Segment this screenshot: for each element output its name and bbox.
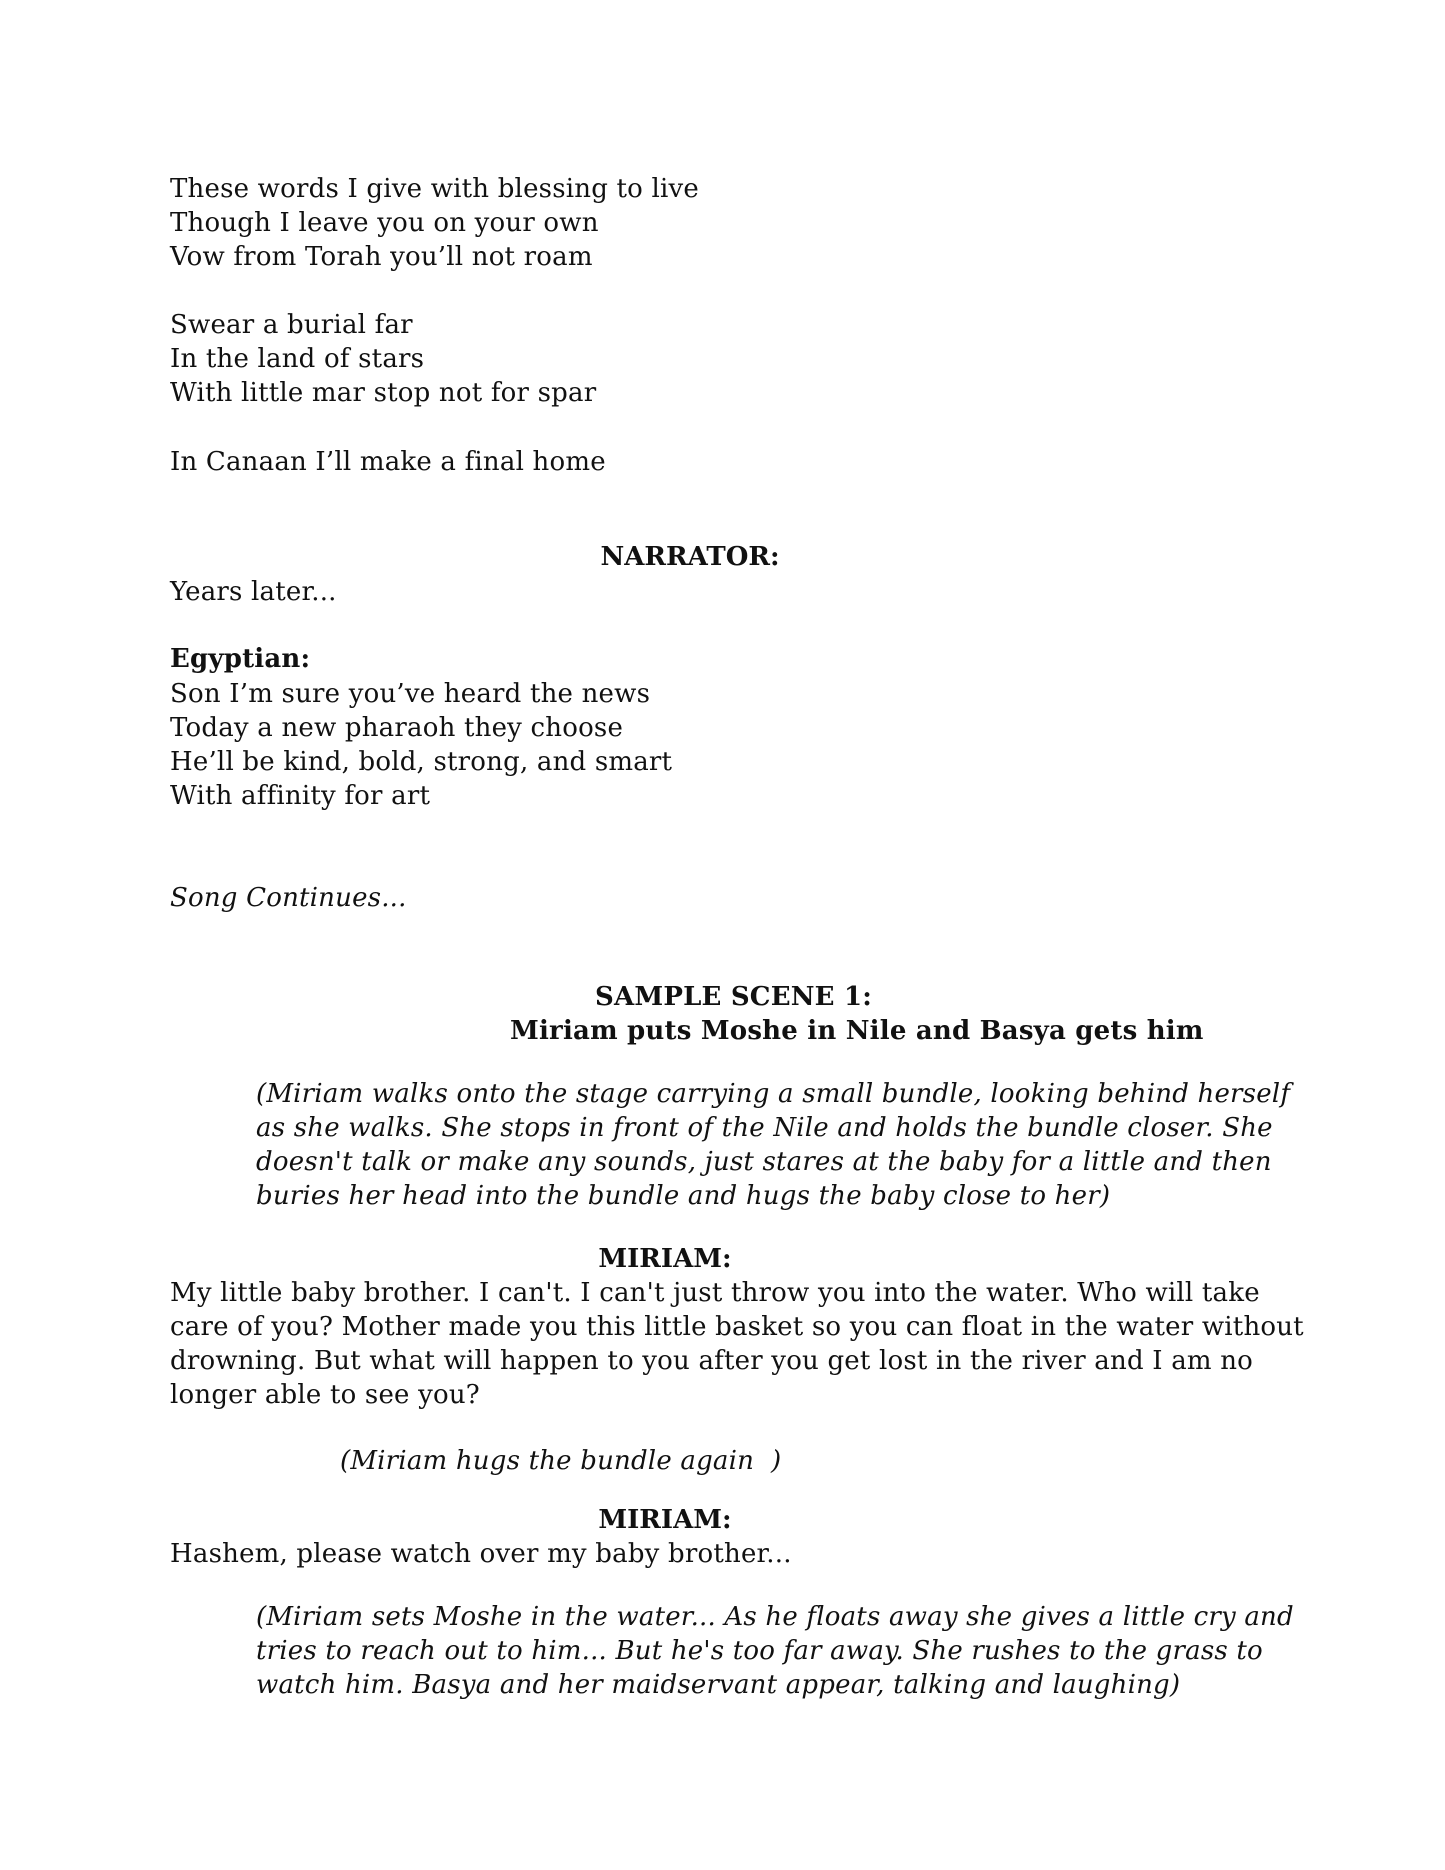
lyric-line: Vow from Torah you’ll not roam [170, 242, 593, 272]
lyric-line: In the land of stars [170, 344, 425, 374]
stage-direction-line: (Miriam sets Moshe in the water... As he floats away she gives a little cry and [256, 1602, 1294, 1632]
dialogue-line: My little baby brother. I can't. I can't just throw you into the water. Who will take [170, 1278, 1260, 1308]
narrator-label: NARRATOR: [600, 542, 780, 572]
stage-direction-line: doesn't talk or make any sounds, just stares at the baby for a little and then [256, 1147, 1272, 1177]
lyric-line: Swear a burial far [170, 310, 413, 340]
egyptian-label: Egyptian: [170, 644, 311, 674]
dialogue-line: Hashem, please watch over my baby brother... [170, 1539, 792, 1569]
lyric-line: In Canaan I’ll make a final home [170, 447, 606, 477]
stage-direction-line: watch him. Basya and her maidservant appear, talking and laughing) [256, 1670, 1181, 1700]
lyric-line: Today a new pharaoh they choose [170, 713, 624, 743]
dialogue-line: care of you? Mother made you this little basket so you can float in the water without [170, 1312, 1304, 1342]
lyric-line: These words I give with blessing to live [170, 174, 699, 204]
stage-direction-line: buries her head into the bundle and hugs the baby close to her) [256, 1181, 1111, 1211]
lyric-line: Though I leave you on your own [170, 208, 599, 238]
dialogue-line: drowning. But what will happen to you after you get lost in the river and I am no [170, 1346, 1254, 1376]
scene-title: SAMPLE SCENE 1: [595, 982, 873, 1012]
stage-direction-line: tries to reach out to him... But he's too far away. She rushes to the grass to [256, 1636, 1263, 1666]
stage-direction-line: as she walks. She stops in front of the Nile and holds the bundle closer. She [256, 1113, 1273, 1143]
scene-subtitle: Miriam puts Moshe in Nile and Basya gets him [510, 1016, 1204, 1046]
lyric-line: Son I’m sure you’ve heard the news [170, 679, 651, 709]
lyric-line: With affinity for art [170, 781, 431, 811]
song-continues: Song Continues... [170, 883, 407, 913]
lyric-line: With little mar stop not for spar [170, 378, 597, 408]
stage-direction-line: (Miriam walks onto the stage carrying a small bundle, looking behind herself [256, 1079, 1291, 1109]
miriam-label: MIRIAM: [598, 1505, 732, 1535]
stage-direction-line: (Miriam hugs the bundle again ) [340, 1446, 782, 1476]
miriam-label: MIRIAM: [598, 1244, 732, 1274]
narrator-line: Years later... [170, 577, 337, 607]
lyric-line: He’ll be kind, bold, strong, and smart [170, 747, 673, 777]
dialogue-line: longer able to see you? [170, 1380, 480, 1410]
